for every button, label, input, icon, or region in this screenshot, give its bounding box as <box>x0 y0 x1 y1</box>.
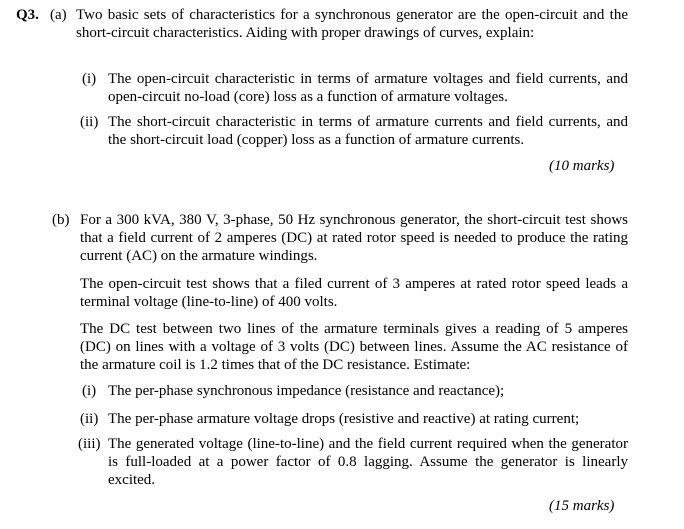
part-b-item-ii-text: The per-phase armature voltage drops (resistive and reactive) at rating current; <box>108 411 580 427</box>
part-b-marks: (15 marks) <box>549 498 615 514</box>
part-a-item-ii-text: The short-circuit characteristic in terms of armature currents and field currents, and the short-circuit load (copper) loss as a function of armature currents. <box>108 114 628 148</box>
part-b-label: (b) <box>52 212 70 228</box>
part-a-item-ii-label: (ii) <box>80 114 99 130</box>
part-a-item-i-label: (i) <box>82 71 97 87</box>
part-b-item-ii-label: (ii) <box>80 411 99 427</box>
part-a-intro <box>76 6 628 42</box>
part-a-item-i-text: The open-circuit characteristic in terms of armature voltages and field currents, and open-circuit no-load (core) loss as a function of armature voltages. <box>108 71 628 105</box>
part-b-paragraph-3: The DC test between two lines of the armature terminals gives a reading of 5 amperes (DC) on lines with a voltage of 3 volts (DC) between lines. Assume the AC resistance of the armature coil is 1.2 times that of the DC resistance. Estimate: <box>80 321 628 373</box>
question-number: Q3. <box>16 7 39 23</box>
part-b-paragraph-2: The open-circuit test shows that a filed current of 3 amperes at rated rotor speed leads a terminal voltage (line-to-line) of 400 volts. <box>80 276 628 310</box>
part-b-item-iii-label: (iii) <box>78 436 101 452</box>
part-a-label: (a) <box>50 7 67 23</box>
part-b-item-i-text: The per-phase synchronous impedance (resistance and reactance); <box>108 383 505 399</box>
part-b-paragraph-1: For a 300 kVA, 380 V, 3-phase, 50 Hz synchronous generator, the short-circuit test shows that a field current of 2 amperes (DC) at rated rotor speed is needed to produce the rating current (AC) on the armature windings. <box>80 212 628 264</box>
part-b-item-iii-text: The generated voltage (line-to-line) and the field current required when the generator is full-loaded at a power factor of 0.8 lagging. Assume the generator is linearly excited. <box>108 436 628 488</box>
part-b-item-i-label: (i) <box>82 383 97 399</box>
part-a-intro-text: Two basic sets of characteristics for a synchronous generator are the open-circuit and the short-circuit characteristics. Aiding with proper drawings of curves, explain: <box>76 7 628 41</box>
part-a-marks: (10 marks) <box>549 158 615 174</box>
